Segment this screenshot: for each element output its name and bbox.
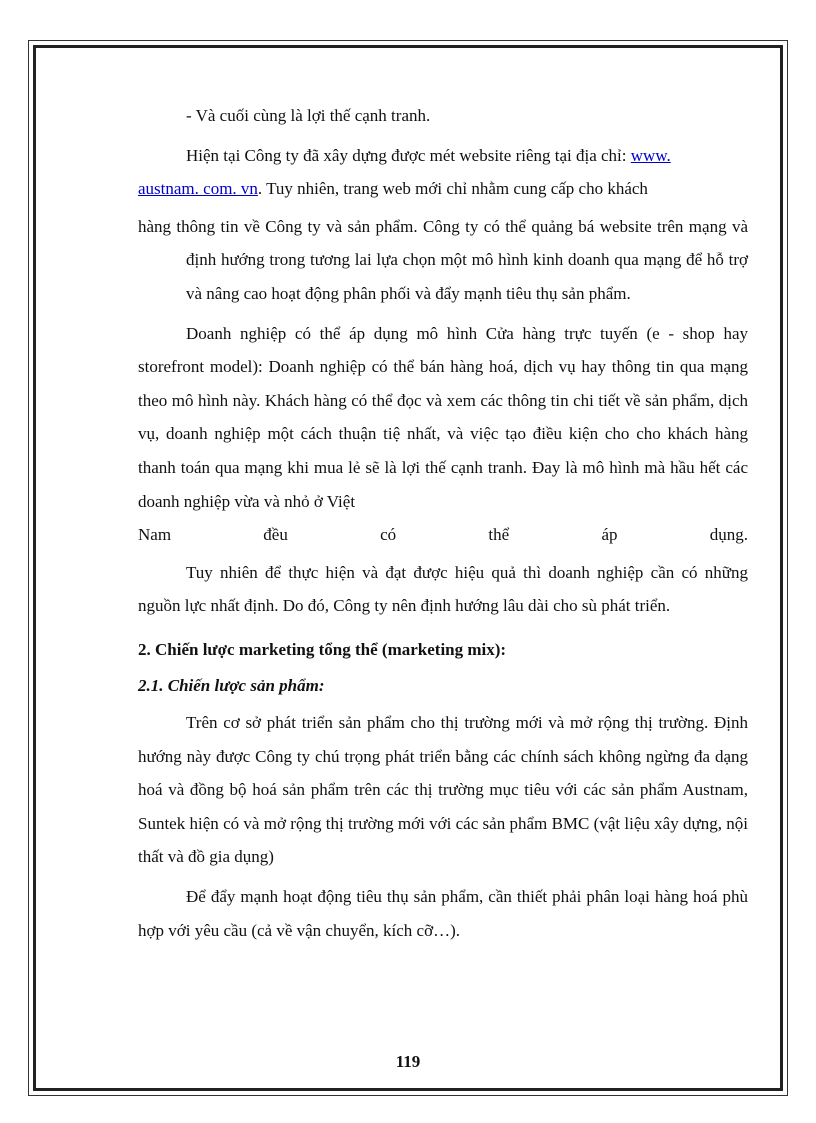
paragraph-product-strategy: Trên cơ sở phát triển sản phẩm cho thị trường mới và mở rộng thị trường. Định hướng này được Công ty chú trọng phát triển bằng các chính sách không ngừng đa dạng hoá và đồng bộ hoá sản phẩm trên các thị trường mục tiêu với các sản phẩm Austnam, Suntek hiện có và mở rộng thị trường mới với các sản phẩm BMC (vật liệu xây dựng, nội thất và đồ gia dụng) (138, 713, 748, 867)
section-heading: 2. Chiến lược marketing tổng thể (marketing mix): (138, 639, 507, 659)
paragraph-eshop: Doanh nghiệp có thể áp dụng mô hình Cửa hàng trực tuyến (e - shop hay storefront model): Doanh nghiệp có thể bán hàng hoá, dịch vụ hay thông tin qua mạng theo mô hình này. Khách hàng có thể đọc và xem các thông tin chi tiết về sản phẩm, dịch vụ, doanh nghiệp một cách thuận tiệ nhất, và việc tạo điều kiện cho cho khách hàng thanh toán qua mạng khi mua lẻ sẽ là lợi thế cạnh tranh. Đay là mô hình mà hầu hết các doanh nghiệp vừa và nhỏ ở Việt (138, 323, 748, 511)
paragraph-website-text: Hiện tại Công ty đã xây dựng được mét website riêng tại địa chỉ: (186, 145, 631, 165)
paragraph-resources: Tuy nhiên để thực hiện và đạt được hiệu quả thì doanh nghiệp cần có những nguồn lực nhất định. Do đó, Công ty nên định hướng lâu dài cho sù phát triển. (138, 562, 748, 616)
paragraph-website-text-end: . Tuy nhiên, trang web mới chỉ nhằm cung cấp cho khách (257, 179, 648, 199)
subsection-heading: 2.1. Chiến lược sản phẩm: (138, 675, 325, 695)
page-number: 119 (395, 1052, 421, 1071)
paragraph-classification: Để đẩy mạnh hoạt động tiêu thụ sản phẩm, cần thiết phải phân loại hàng hoá phù hợp với yêu cầu (cả về vận chuyển, kích cỡ…). (138, 887, 748, 940)
document-body (138, 99, 748, 947)
paragraph-website-cont: hàng thông tin về Công ty và sản phẩm. Công ty có thể quảng bá website trên mạng và định hướng trong tương lai lựa chọn một mô hình kinh doanh qua mạng để hỗ trợ và nâng cao hoạt động phân phối và đẩy mạnh tiêu thụ sản phẩm. (138, 216, 748, 303)
paragraph-website (138, 139, 748, 206)
website-link-part1[interactable]: www. (630, 145, 671, 165)
paragraph-eshop-last-line: Nam đều có thể áp dụng. (138, 525, 748, 545)
bullet-line: - Và cuối cùng là lợi thế cạnh tranh. (186, 106, 431, 125)
website-link-part2[interactable]: austnam. com. vn (138, 179, 258, 199)
